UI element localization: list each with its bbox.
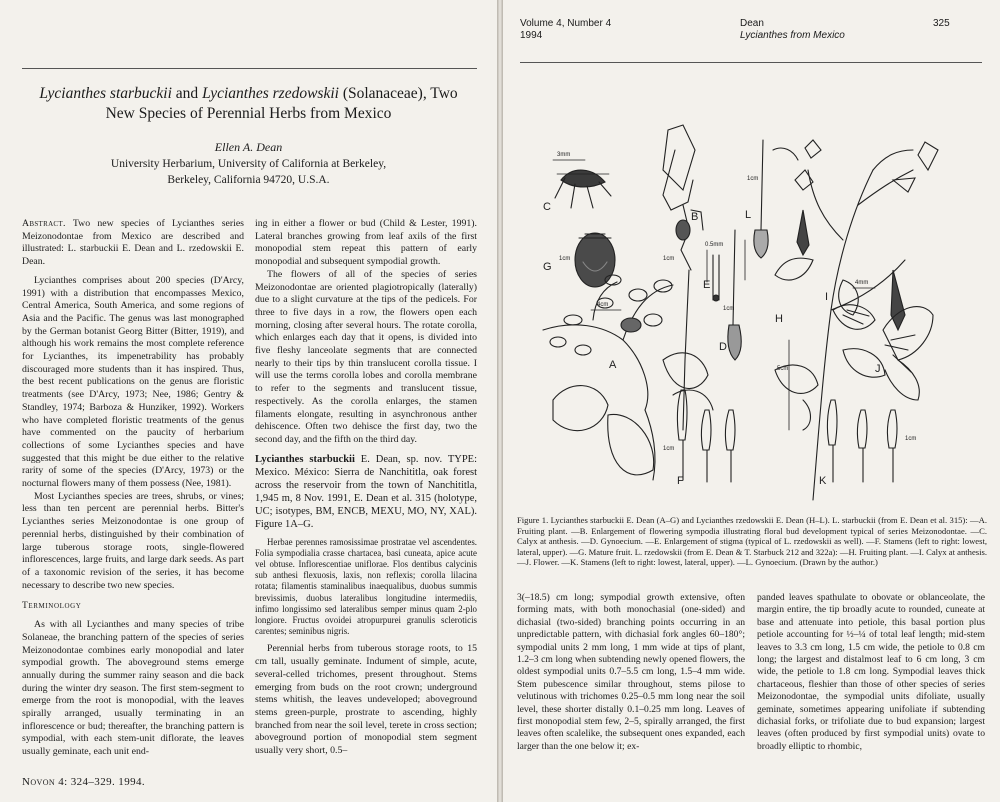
affiliation-line2: Berkeley, California 94720, U.S.A. [167,174,330,186]
intro-paragraph-1: Lycianthes comprises about 200 species (D'Arcy, 1991) with a distribution that encompasses Mexico, Central America, South America, and some regions of Asia and the Pacific. The genus was last monographed by the German botanist Georg Bitter (Bitter, 1919), and although his work remains the most complete reference for Lycianthes, its impenetrability has probably discouraged more students than it has inspired. Thus, the best recent publications on the genus are floristic treatments (see D'Arcy, 1973; Nee, 1986; Gentry & Standley, 1974; Barboza & Hunziker, 1992). Workers who have completed floristic treatments of the genus have commented on the paucity of herbarium collections of some Lycianthes species and have suggested that this might be due either to the relative rarity of some of the species (D'Arcy, 1973) or the nocturnal flowers many of them possess (Nee, 1981). [22,274,244,490]
affiliation [0,156,497,188]
abstract-text: Two new species of Lycianthes series Meizonodontae from Mexico are described and illustrated: L. starbuckii E. Dean and L. rzedowskii E. Dean. [22,218,244,268]
left-column-1 [22,218,244,759]
scale-label-3mm: 3mm [557,152,571,158]
panel-label-b: B [691,211,699,223]
panel-i-calyx [833,305,875,330]
scale-label-4mm: 4mm [855,280,869,286]
affiliation-line1: University Herbarium, University of California at Berkeley, [110,158,387,170]
panel-g-fruit [575,233,615,287]
panel-c-calyx [555,170,611,208]
scale-label-4cm: 4cm [597,302,609,308]
running-title: Lycianthes from Mexico [740,30,845,41]
intro-paragraph-2: Most Lycianthes species are trees, shrubs, or vines; less than ten percent are perennial herbs. Bitter's Lycianthes series Meizonodontae is one group of perennial herbs, distinguished by their combination of large tuberous storage roots, single-flowered inflorescences, large fruits, and large dark seeds. As part of a taxonomic revision of the series, it has become necessary to describe two new species. [22,490,244,591]
scale-label-1cm-g: 1cm [559,256,571,262]
figure-illustration [513,110,983,515]
panel-label-k: K [819,475,827,487]
panel-b-flowering-sympodia [663,125,703,430]
figure-caption: Figure 1. Lycianthes starbuckii E. Dean (A–G) and Lycianthes rzedowskii E. Dean (H–L). L. starbuckii (from E. Dean et al. 315): —A. Fruiting plant. —B. Enlargement of flowering sympodia illustrating floral bud development typical of series Meizonodontae. —C. Calyx at anthesis. —D. Gynoecium. —E. Enlargement of stigma (typical of L. rzedowskii as well). —F. Stamens (left to right: lowest, lateral, upper). —G. Mature fruit. L. rzedowskii (from E. Dean & T. Starbuck 212 and 322a): —H. Fruiting plant. —I. Calyx at anthesis. —J. Flower. —K. Stamens (left to right: lowest, lateral, upper). —L. Gynoecium. (Drawn by the author.) [517,515,987,568]
title-and: and [171,85,203,102]
journal-volume-header [520,18,611,42]
abstract-label: Abstract. [22,218,66,229]
right-column-1 [517,592,745,753]
title-rest: (Solanaceae), Two [338,85,458,102]
species-heading [255,453,477,531]
panel-label-f: F [677,475,684,487]
running-header [740,18,845,42]
species-type-info: E. Dean, sp. nov. TYPE: Mexico. México: Sierra de Nanchititla, oak forest across the reservoir from the town of Nanchititla, 1,945 m, 8 Nov. 1991, E. Dean et al. 315 (holotype, UC; isotypes, BM, ENCB, MEXU, MO, NY, XAL). Figure 1A–G. [255,453,477,530]
terminology-paragraph: As with all Lycianthes and many species of tribe Solaneae, the branching pattern of the species of series Meizonodontae combines early monopodial and later sympodial growth. The aboveground stems emerge annually during the summer rainy season and die back during the winter dry season. The first stem-segment to emerge from the root is monopodial, with the leaves spirally arranged, usually terminating in an inflorescence or bud; thereafter, the branching pattern is sympodial, with each stem-unit diflorate, the leaves usually geminate, each unit end- [22,619,244,758]
scale-label-0-5mm: 0.5mm [705,242,724,248]
volume-year: 1994 [520,30,543,41]
scale-label-1cm-l: 1cm [747,176,759,182]
author-name: Ellen A. Dean [214,140,283,154]
title-species-a: Lycianthes starbuckii [39,85,172,102]
article-title [0,84,497,124]
latin-diagnosis: Herbae perennes ramosissimae prostratae vel ascendentes. Folia sympodialia crasse chartacea, basi cuneata, apice acute vel obtuse. Inflorescentiae uniflorae. Flos dentibus calycinis sub anthesi flexuosis, laxis, non reflexis; corolla lilacina rotata; filamentis staminalibus inaequalibus, duobus summis brevissimis, duobus lateralibus longitudine intermediis, infimo longissimo sed lateralibus semper minus quam 2-plo longiore. Fructus ovoidei atropurpurei granulis scleroticis carentes; seminibus nigris. [255,536,477,637]
scale-labels [557,152,916,452]
panel-label-h: H [775,313,783,325]
col2-paragraph-1: ing in either a flower or bud (Child & Lester, 1991). Lateral branches growing from leaf axils of the first monopodial stem repeat this pattern of early monopodial and subsequent sympodial growth. [255,218,477,268]
panel-h-fruiting-plant [773,140,938,500]
right-column-2 [757,592,985,753]
right-page [503,0,1000,802]
title-line2: New Species of Perennial Herbs from Mexico [105,105,392,122]
panel-label-j: J [875,363,881,375]
species-name: Lycianthes starbuckii [255,453,355,465]
left-column-2 [255,218,477,758]
scale-label-1cm-k: 1cm [905,436,917,442]
col2-paragraph-3: Perennial herbs from tuberous storage roots, to 15 cm tall, usually geminate. Indument of simple, acute, several-celled trichomes, present throughout. Stems emerging from buds on the root crown; underground stems whitish, the leaves undeveloped; aboveground stems green-purple, prostrate to ascending, highly branched from near the soil level, terete in cross section; aboveground portion of monopodial stem segment usually very short, 0.5– [255,643,477,757]
panel-f-stamens [677,390,735,482]
panel-label-c: C [543,201,551,213]
panel-e-stigma [713,255,719,301]
header-rule [22,68,477,69]
page-number: 325 [933,18,950,29]
scale-label-1cm-d: 1cm [723,306,735,312]
panel-l-gynoecium [754,140,768,258]
panel-label-l: L [745,209,752,221]
panel-label-g: G [543,261,552,273]
scale-label-1cm-f: 1cm [663,446,675,452]
citation-footer: Novon 4: 324–329. 1994. [22,776,146,788]
botanical-figure [513,110,983,515]
panel-label-e: E [703,279,711,291]
panel-j-flower [883,307,933,400]
volume-number: Volume 4, Number 4 [520,18,612,29]
panel-k-stamens [827,400,897,482]
title-species-b: Lycianthes rzedowskii [202,85,339,102]
scale-label-1cm-b: 1cm [663,256,675,262]
right-col1-text: 3(–18.5) cm long; sympodial growth extensive, often forming mats, with both monochasial (one-sided) and dichasial (two-sided) branching points occurring in an unpredictable pattern, with dichasial fork angles 60–180°; sympodial units 2 mm long, 1 mm wide at tips of plant, 1.2–3 cm long when subtending newly opened flowers, the oldest sympodial units 0.7–5.5 cm long, 1.5–4 mm wide. Stem pubescence similar throughout, stems pilose to velutinous with trichomes 0.25–0.5 mm long near the soil level, these shorter distally 0.1–0.25 mm long. Leaves of first monopodial stem few, 2–5, spirally arranged, the first leaves often scalelike, the subsequent ones expanded, each larger than the one below it; ex- [517,592,745,752]
left-page [0,0,497,802]
col2-paragraph-2: The flowers of all of the species of series Meizonodontae are oriented plagiotropically (laterally) due to a slight curvature at the tips of the pedicels. For three to five days in a row, the flowers open each morning, closing after several hours. The rotate corolla, which enlarges each day that it opens, is divided into five fleshy lanceolate segments that are connected nearly to their tips by thin translucent corolla tissue. I will use the terms corolla lobes and corolla membrane to refer to the segments and translucent tissue, respectively. As the corolla enlarges, the stamen filaments elongate, resulting in asynchronous anther dehiscence. Often two dehisce the first day, two the second day, and the fifth on the third day. [255,268,477,445]
panel-label-a: A [609,359,617,371]
abstract [22,218,244,269]
running-author: Dean [740,18,764,29]
right-header-rule [520,62,982,63]
panel-label-d: D [719,341,727,353]
scale-label-5cm: 5cm [777,366,789,372]
right-col2-text: panded leaves spathulate to obovate or oblanceolate, the margin entire, the tip broadly acute to rounded, cuneate at base and attenuate into petiole, this basal portion plus petiole accounting for ½–¼ of total leaf length; mid-stem leaves to 3.3 cm long, 1.5 cm wide, the petiole to 0.8 cm long; the largest and distalmost leaf to 6 cm long, 3 cm wide, the petiole to 1.8 cm long. Sympodial leaves thick chartaceous, fleshier than those of other species of series Meizonodontae, the sympodial units difoliate, usually geminate, sometimes appearing unifoliate if subtending dichasial forks, or trifoliate due to bud expansion; largest leaves (often produced by first sympodial units) ovate to broadly elliptic to rhombic, [757,592,985,752]
section-heading-terminology: Terminology [22,601,82,612]
panel-label-i: I [825,291,829,303]
panel-d-gynoecium [728,230,741,360]
